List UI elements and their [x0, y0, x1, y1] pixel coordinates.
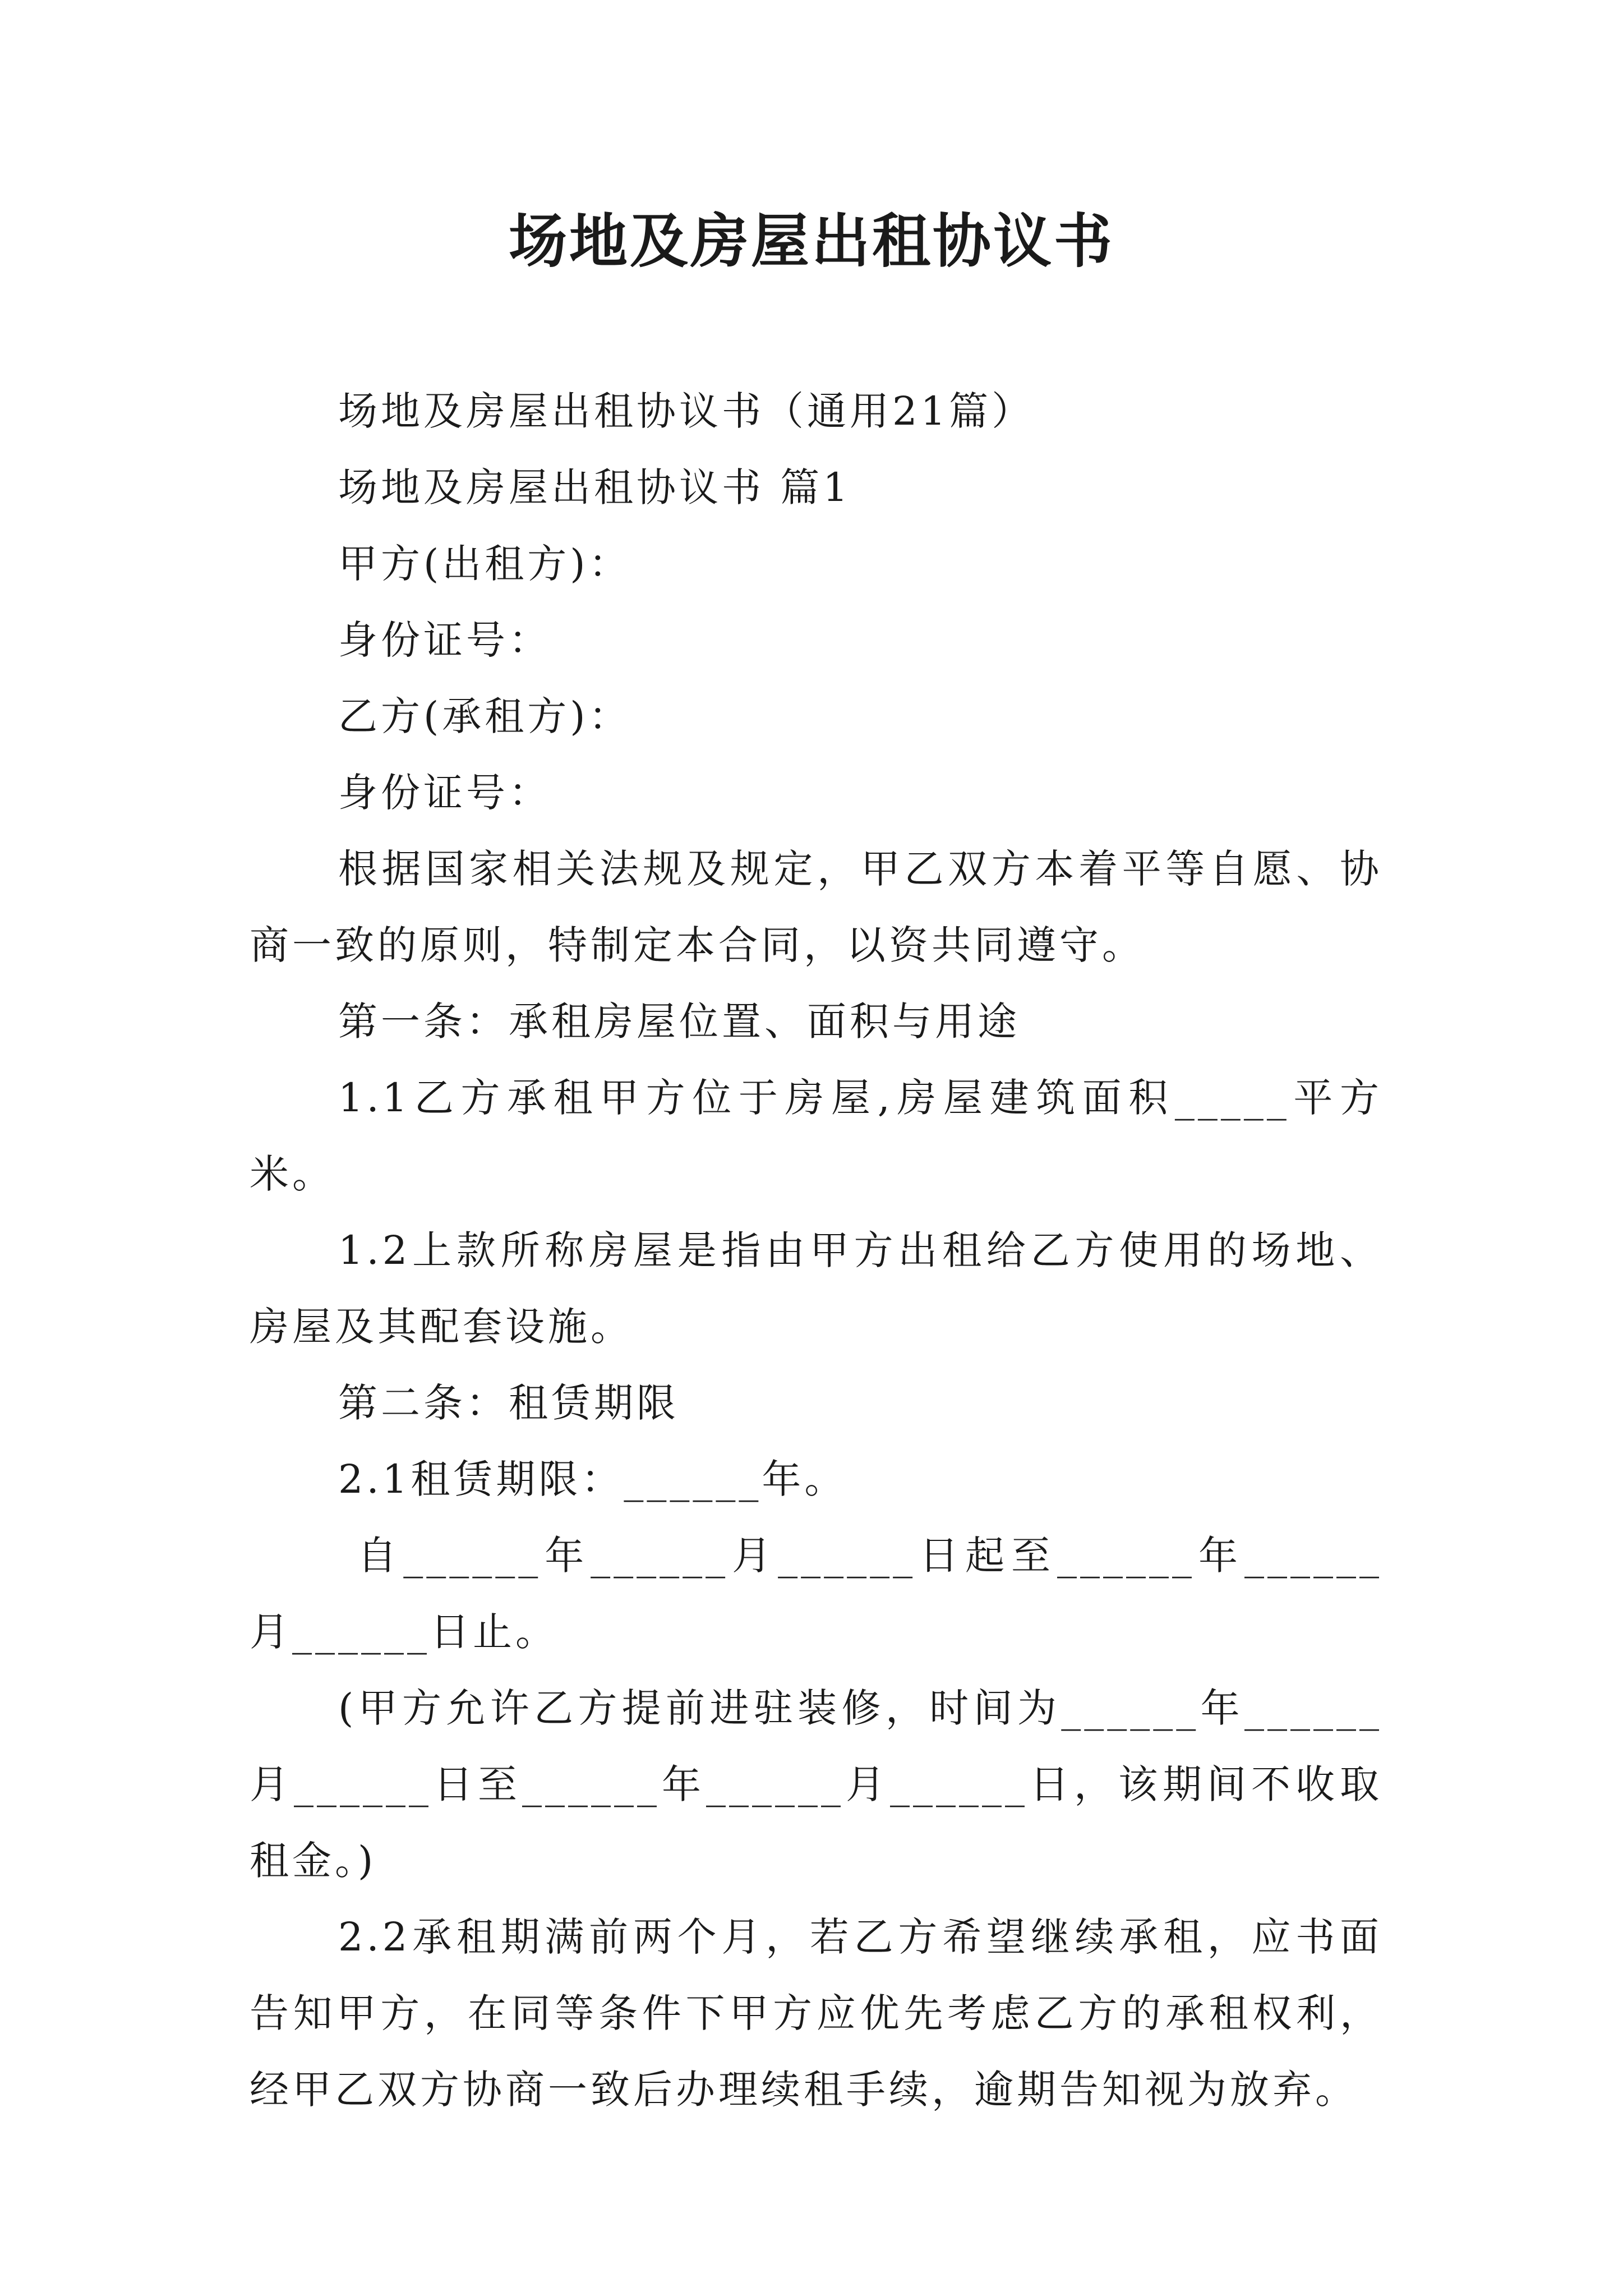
- party-b-line: 乙方(承租方)：: [338, 693, 631, 739]
- document-title: 场地及房屋出租协议书: [508, 207, 1114, 275]
- party-a-line: 甲方(出租方)：: [338, 541, 631, 587]
- clause-2-2: 2.2承租期满前两个月，若乙方希望继续承租，应书面告知甲方，在同等条件下甲方应优先考虑乙方的承租权利，经甲乙双方协商一致后办理续租手续，逾期告知视为放弃。: [250, 1914, 1382, 2113]
- preamble-paragraph: 根据国家相关法规及规定，甲乙双方本着平等自愿、协商一致的原则，特制定本合同，以资共同遵守。: [250, 846, 1382, 968]
- clause-1-2: 1.2上款所称房屋是指由甲方出租给乙方使用的场地、房屋及其配套设施。: [250, 1227, 1382, 1350]
- article-1-heading: 第一条：承租房屋位置、面积与用途: [338, 999, 1020, 1045]
- party-a-id-line: 身份证号：: [338, 617, 551, 663]
- article-2-heading: 第二条：租赁期限: [338, 1380, 679, 1426]
- clause-1-1: 1.1乙方承租甲方位于房屋,房屋建筑面积_____平方米。: [250, 1075, 1382, 1197]
- document-subtitle: 场地及房屋出租协议书（通用21篇）: [338, 388, 1035, 434]
- section-heading: 场地及房屋出租协议书 篇1: [338, 464, 851, 510]
- renovation-note: (甲方允许乙方提前进驻装修，时间为______年______月______日至______年______月______日，该期间不收取租金。): [250, 1685, 1382, 1884]
- clause-2-1: 2.1租赁期限：______年。: [338, 1456, 847, 1502]
- lease-period-line: 自______年______月______日起至______年______月______日止。: [250, 1533, 1382, 1655]
- party-b-id-line: 身份证号：: [338, 770, 551, 816]
- document-body: [250, 373, 1382, 2128]
